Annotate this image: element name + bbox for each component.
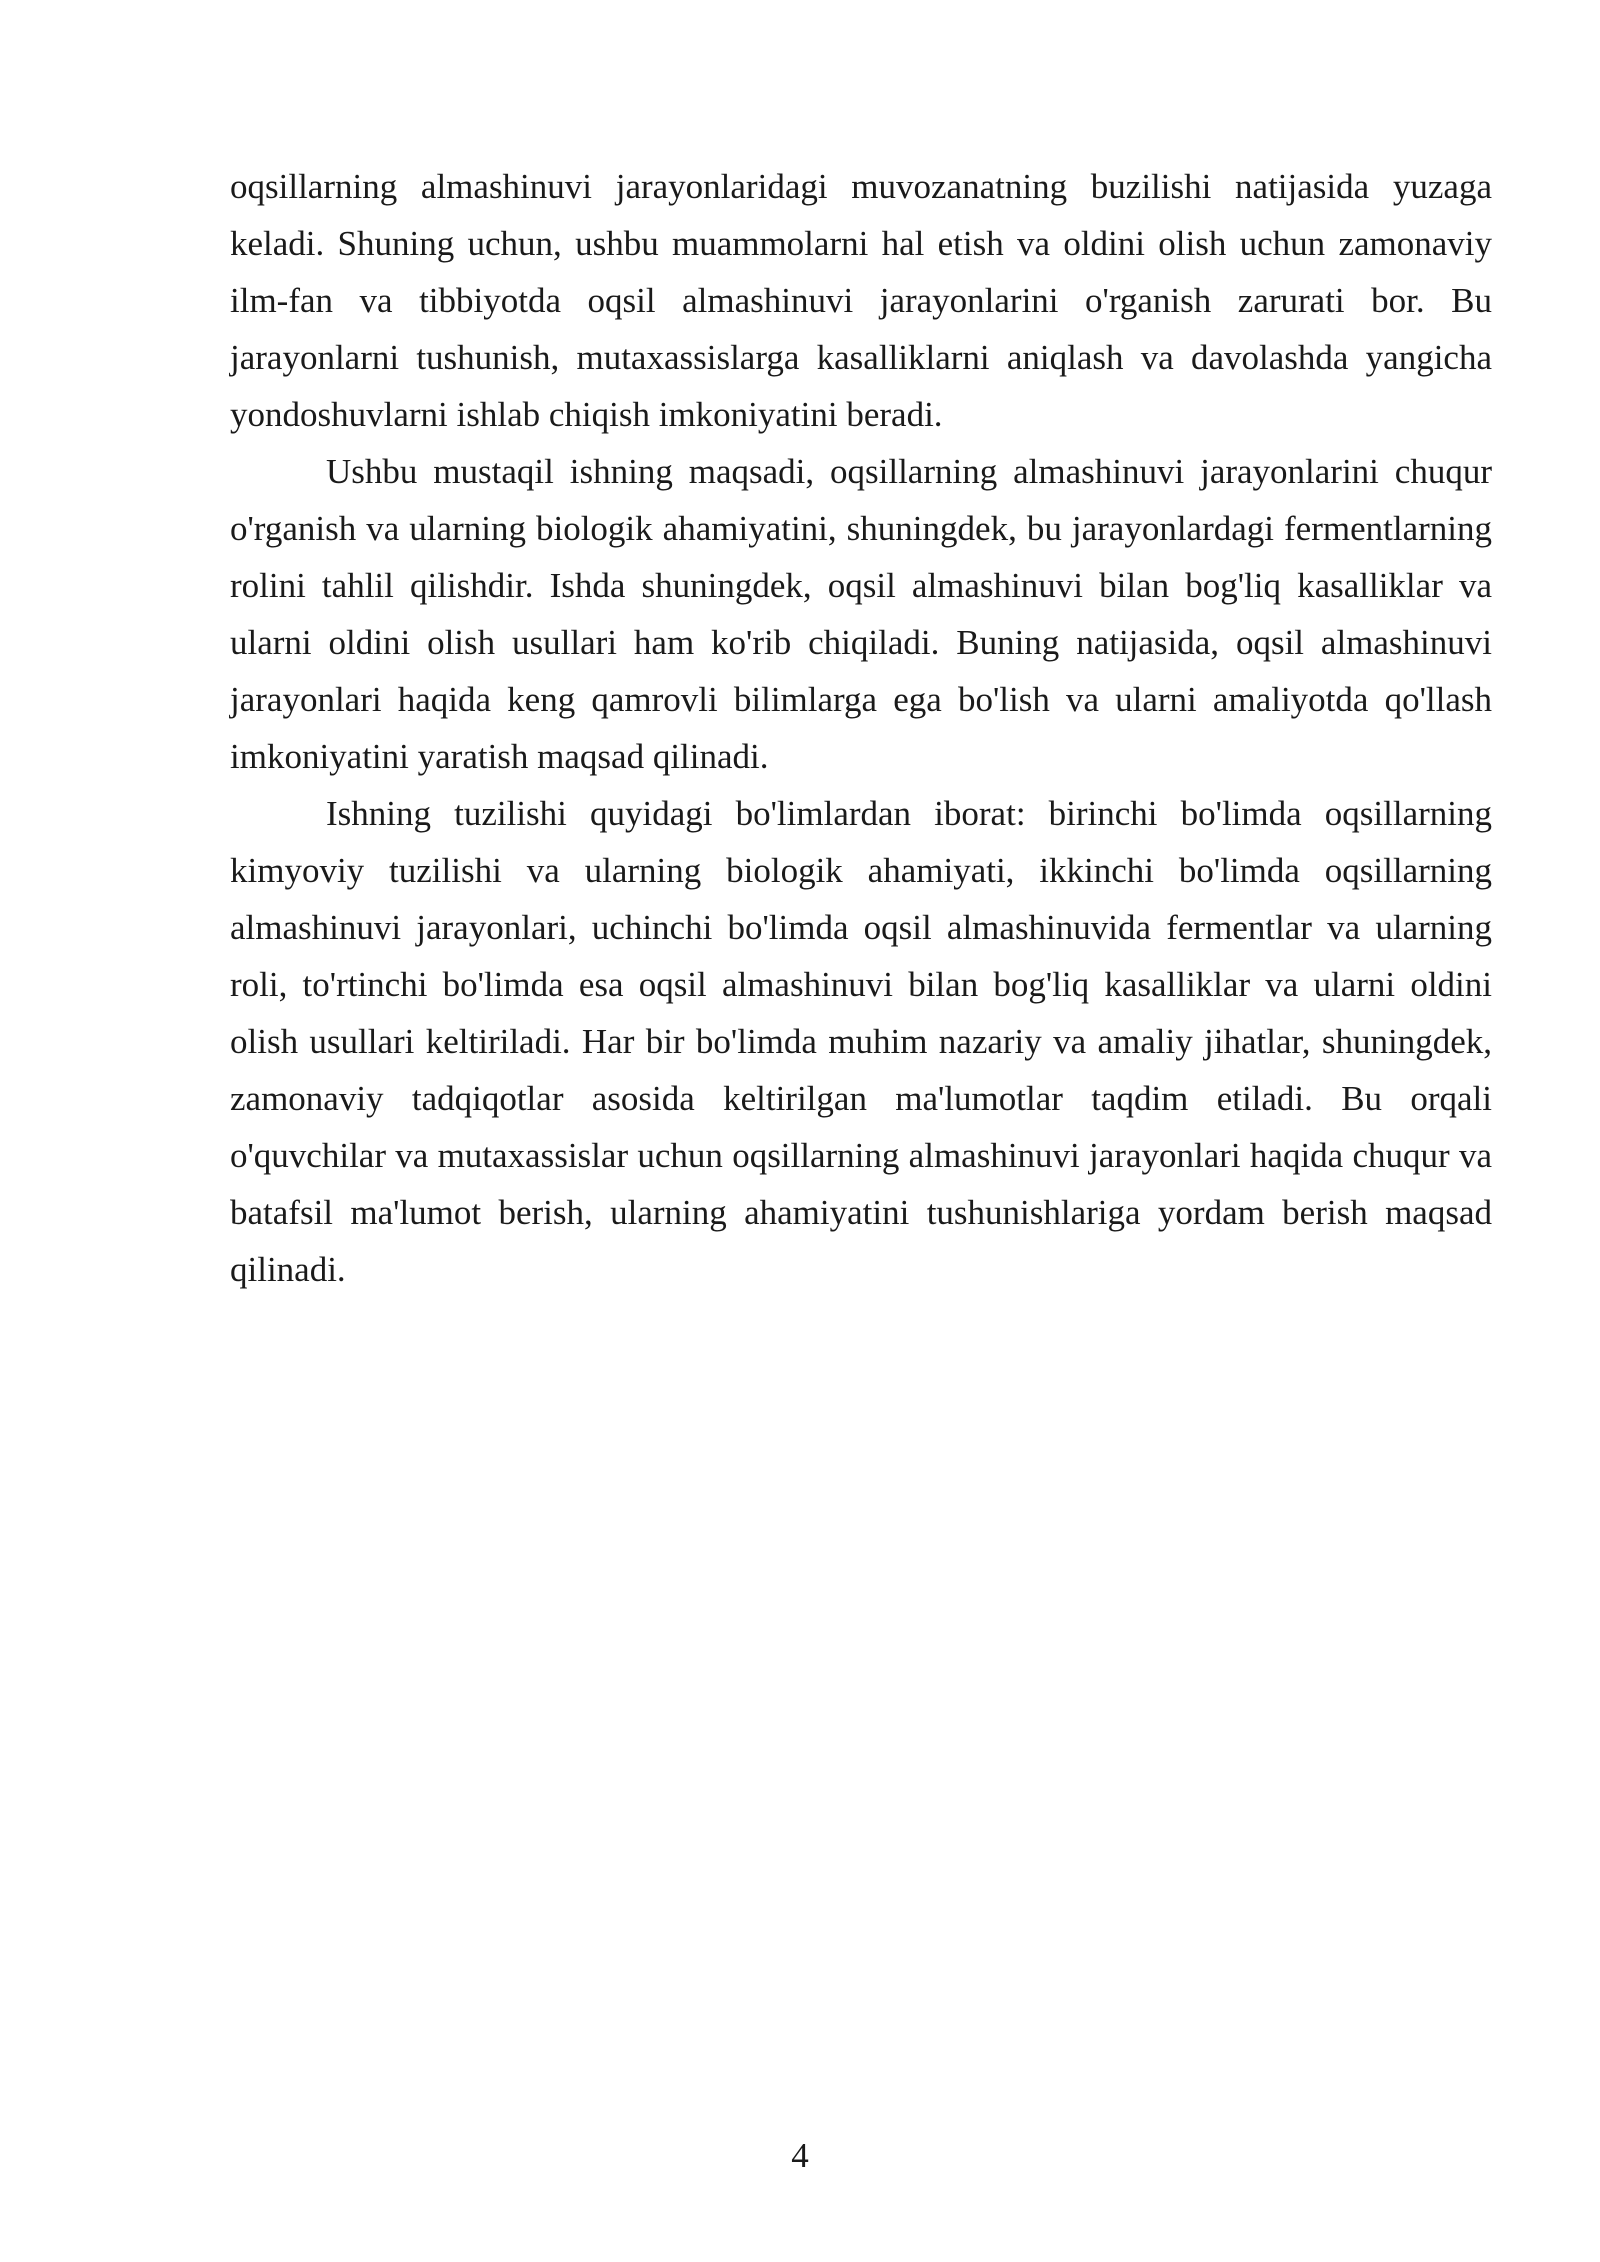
paragraph-continuation: oqsillarning almashinuvi jarayonlaridagi muvozanatning buzilishi natijasida yuzaga keladi. Shuning uchun, ushbu muammolarni hal etish va oldini olish uchun zamonaviy ilm-fan va tibbiyotda oqsil almashinuvi jarayonlarini o'rganish zarurati bor. Bu jarayonlarni tushunish, mutaxassislarga kasalliklarni aniqlash va davolashda yangicha yondoshuvlarni ishlab chiqish imkoniyatini beradi. xyxy=(230,167,1492,434)
document-body xyxy=(230,158,1492,1298)
paragraph-structure: Ishning tuzilishi quyidagi bo'limlardan iborat: birinchi bo'limda oqsillarning kimyoviy tuzilishi va ularning biologik ahamiyati, ikkinchi bo'limda oqsillarning almashinuvi jarayonlari, uchinchi bo'limda oqsil almashinuvida fermentlar va ularning roli, to'rtinchi bo'limda esa oqsil almashinuvi bilan bog'liq kasalliklar va ularni oldini olish usullari keltiriladi. Har bir bo'limda muhim nazariy va amaliy jihatlar, shuningdek, zamonaviy tadqiqotlar asosida keltirilgan ma'lumotlar taqdim etiladi. Bu orqali o'quvchilar va mutaxassislar uchun oqsillarning almashinuvi jarayonlari haqida chuqur va batafsil ma'lumot berish, ularning ahamiyatini tushunishlariga yordam berish maqsad qilinadi. xyxy=(230,794,1492,1289)
page-number: 4 xyxy=(791,2136,809,2175)
paragraph-purpose: Ushbu mustaqil ishning maqsadi, oqsillarning almashinuvi jarayonlarini chuqur o'rganish va ularning biologik ahamiyatini, shuningdek, bu jarayonlardagi fermentlarning rolini tahlil qilishdir. Ishda shuningdek, oqsil almashinuvi bilan bog'liq kasalliklar va ularni oldini olish usullari ham ko'rib chiqiladi. Buning natijasida, oqsil almashinuvi jarayonlari haqida keng qamrovli bilimlarga ega bo'lish va ularni amaliyotda qo'llash imkoniyatini yaratish maqsad qilinadi. xyxy=(230,452,1492,776)
